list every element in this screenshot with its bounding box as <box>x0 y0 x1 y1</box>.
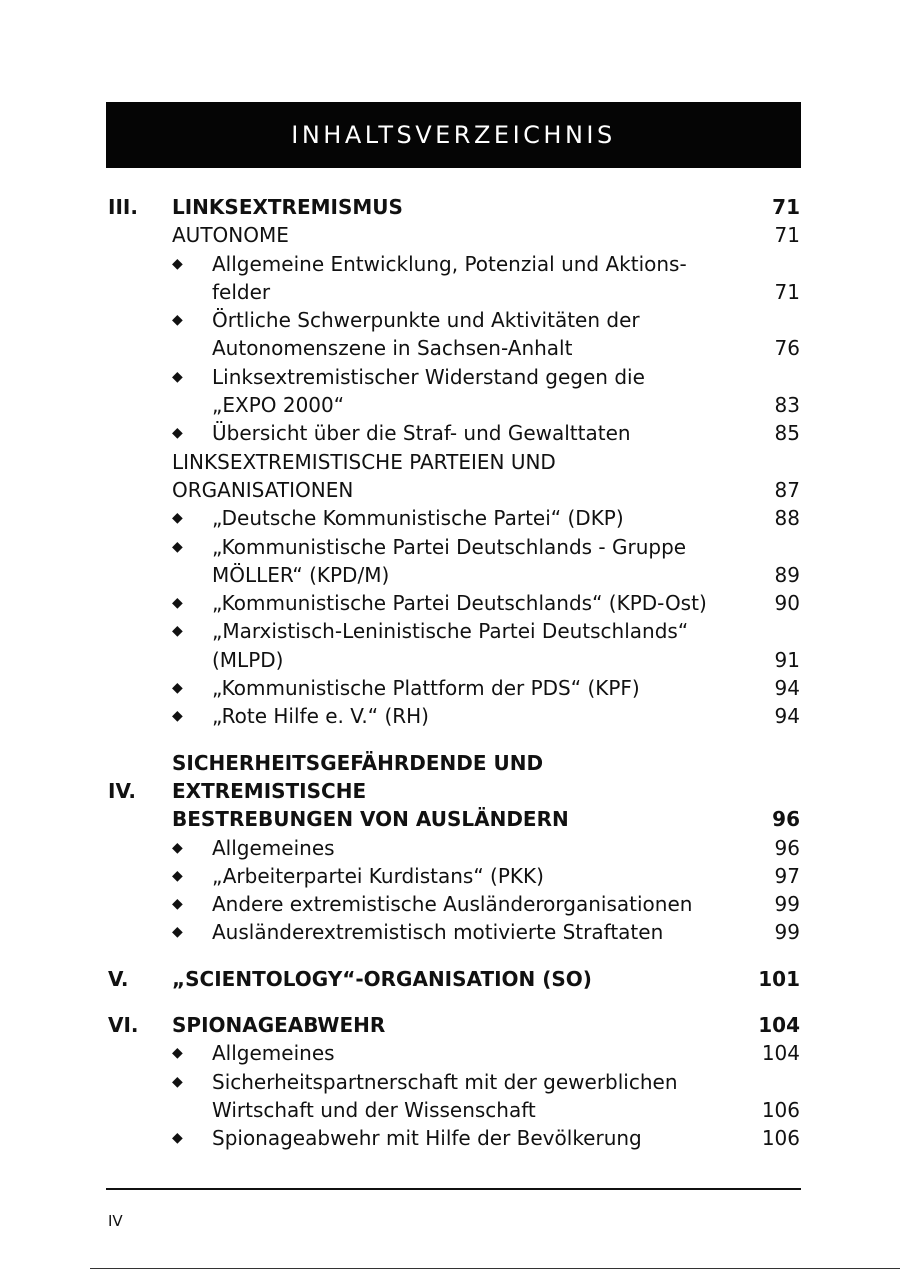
toc-entry-row[interactable] <box>108 918 800 946</box>
footer-divider <box>106 1188 801 1190</box>
section-title: SPIONAGEABWEHR <box>172 1013 386 1038</box>
toc-entry-row[interactable] <box>108 363 800 391</box>
toc-entry-row[interactable] <box>108 334 800 362</box>
toc-entry-row[interactable] <box>108 419 800 447</box>
section-spacer <box>108 731 800 749</box>
toc-section <box>108 965 800 993</box>
entry-page-number: 99 <box>774 920 800 945</box>
entry-title: „Rote Hilfe e. V.“ (RH) <box>212 704 429 729</box>
section-title: BESTREBUNGEN VON AUSLÄNDERN <box>172 807 569 832</box>
page-title: INHALTSVERZEICHNIS <box>291 121 616 149</box>
section-heading-row[interactable] <box>108 965 800 993</box>
toc-entry-row[interactable] <box>108 1039 800 1067</box>
section-page-number: 101 <box>758 966 800 991</box>
toc-entry-row[interactable] <box>108 278 800 306</box>
diamond-bullet-icon: ◆ <box>172 623 183 640</box>
toc-entry-row[interactable] <box>108 1068 800 1096</box>
section-numeral: III. <box>108 195 138 219</box>
entry-title: „Deutsche Kommunistische Partei“ (DKP) <box>212 506 624 531</box>
section-title: LINKSEXTREMISMUS <box>172 195 403 219</box>
entry-page-number: 97 <box>774 863 800 888</box>
diamond-bullet-icon: ◆ <box>172 595 183 612</box>
section-title: „SCIENTOLOGY“-ORGANISATION (SO) <box>172 966 592 991</box>
section-heading-row[interactable] <box>108 749 800 806</box>
section-heading-row[interactable] <box>108 193 800 221</box>
toc-entry-row[interactable] <box>108 504 800 532</box>
toc-entry-row[interactable] <box>108 617 800 645</box>
entry-page-number: 87 <box>774 477 800 502</box>
diamond-bullet-icon: ◆ <box>172 510 183 527</box>
toc-section <box>108 749 800 947</box>
toc-entry-row[interactable] <box>108 1124 800 1152</box>
diamond-bullet-icon: ◆ <box>172 924 183 941</box>
entry-title: „EXPO 2000“ <box>212 393 345 418</box>
section-page-number: 104 <box>758 1013 800 1038</box>
diamond-bullet-icon: ◆ <box>172 839 183 856</box>
entry-title: Sicherheitspartnerschaft mit der gewerblichen <box>212 1069 678 1094</box>
entry-title: „Marxistisch-Leninistische Partei Deutschlands“ <box>212 619 689 644</box>
toc-entry-row[interactable] <box>108 890 800 918</box>
entry-title: Ausländerextremistisch motivierte Straftaten <box>212 920 664 945</box>
toc-entry-row[interactable] <box>108 533 800 561</box>
entry-page-number: 88 <box>774 506 800 531</box>
diamond-bullet-icon: ◆ <box>172 312 183 329</box>
diamond-bullet-icon: ◆ <box>172 896 183 913</box>
toc-entry-row[interactable] <box>108 561 800 589</box>
entry-page-number: 85 <box>774 421 800 446</box>
section-page-number: 71 <box>772 195 800 219</box>
entry-title: Wirtschaft und der Wissenschaft <box>212 1097 536 1122</box>
entry-page-number: 104 <box>761 1041 800 1066</box>
entry-title: „Kommunistische Plattform der PDS“ (KPF) <box>212 676 640 701</box>
entry-page-number: 96 <box>774 835 800 860</box>
toc-entry-row[interactable] <box>108 646 800 674</box>
subheading-row[interactable] <box>108 476 800 504</box>
entry-title: Übersicht über die Straf- und Gewalttaten <box>212 421 631 446</box>
section-heading-row[interactable] <box>108 805 800 833</box>
toc-entry-row[interactable] <box>108 589 800 617</box>
section-title: SICHERHEITSGEFÄHRDENDE UND EXTREMISTISCHE <box>172 750 544 803</box>
entry-title: Allgemeine Entwicklung, Potenzial und Aktions- <box>212 251 687 276</box>
entry-page-number: 76 <box>774 336 800 361</box>
toc-section <box>108 1011 800 1152</box>
entry-page-number: 90 <box>774 591 800 616</box>
section-spacer <box>108 947 800 965</box>
diamond-bullet-icon: ◆ <box>172 255 183 272</box>
entry-title: Allgemeines <box>212 835 335 860</box>
diamond-bullet-icon: ◆ <box>172 1045 183 1062</box>
entry-page-number: 71 <box>774 279 800 304</box>
toc-entry-row[interactable] <box>108 250 800 278</box>
subheading-row[interactable] <box>108 448 800 476</box>
entry-title: Autonomenszene in Sachsen-Anhalt <box>212 336 573 361</box>
entry-title: MÖLLER“ (KPD/M) <box>212 562 390 587</box>
entry-title: „Kommunistische Partei Deutschlands - Gruppe <box>212 534 687 559</box>
entry-page-number: 89 <box>774 562 800 587</box>
page-number: IV <box>108 1212 123 1230</box>
section-page-number: 96 <box>772 807 800 832</box>
section-numeral: IV. <box>108 778 136 803</box>
section-numeral: VI. <box>108 1013 139 1038</box>
toc-header-bar <box>106 102 801 168</box>
entry-title: felder <box>212 279 271 304</box>
toc-entry-row[interactable] <box>108 391 800 419</box>
subheading-title: ORGANISATIONEN <box>172 477 354 502</box>
entry-title: Linksextremistischer Widerstand gegen die <box>212 364 645 389</box>
diamond-bullet-icon: ◆ <box>172 867 183 884</box>
diamond-bullet-icon: ◆ <box>172 1130 183 1147</box>
entry-page-number: 94 <box>774 704 800 729</box>
subheading-title: AUTONOME <box>172 223 289 248</box>
toc-entry-row[interactable] <box>108 834 800 862</box>
entry-page-number: 83 <box>774 393 800 418</box>
subheading-title: LINKSEXTREMISTISCHE PARTEIEN UND <box>172 449 556 474</box>
entry-title: Andere extremistische Ausländerorganisationen <box>212 892 693 917</box>
entry-page-number: 99 <box>774 892 800 917</box>
diamond-bullet-icon: ◆ <box>172 1073 183 1090</box>
toc-entry-row[interactable] <box>108 1096 800 1124</box>
entry-title: „Kommunistische Partei Deutschlands“ (KPD-Ost) <box>212 591 707 616</box>
toc-section <box>108 193 800 731</box>
entry-title: Örtliche Schwerpunkte und Aktivitäten der <box>212 308 640 333</box>
entry-page-number: 106 <box>761 1126 800 1151</box>
toc-entry-row[interactable] <box>108 862 800 890</box>
diamond-bullet-icon: ◆ <box>172 708 183 725</box>
entry-title: „Arbeiterpartei Kurdistans“ (PKK) <box>212 863 544 888</box>
entry-title: (MLPD) <box>212 647 284 672</box>
diamond-bullet-icon: ◆ <box>172 538 183 555</box>
entry-title: Spionageabwehr mit Hilfe der Bevölkerung <box>212 1126 642 1151</box>
entry-page-number: 91 <box>774 647 800 672</box>
toc-entry-row[interactable] <box>108 306 800 334</box>
toc-entry-row[interactable] <box>108 674 800 702</box>
entry-title: Allgemeines <box>212 1041 335 1066</box>
section-heading-row[interactable] <box>108 1011 800 1039</box>
subheading-row[interactable] <box>108 221 800 249</box>
table-of-contents <box>108 193 800 1153</box>
toc-entry-row[interactable] <box>108 702 800 730</box>
page-edge-line <box>90 1268 900 1269</box>
section-spacer <box>108 993 800 1011</box>
diamond-bullet-icon: ◆ <box>172 425 183 442</box>
diamond-bullet-icon: ◆ <box>172 680 183 697</box>
entry-page-number: 94 <box>774 676 800 701</box>
diamond-bullet-icon: ◆ <box>172 368 183 385</box>
entry-page-number: 71 <box>774 223 800 248</box>
section-numeral: V. <box>108 966 129 991</box>
entry-page-number: 106 <box>761 1097 800 1122</box>
